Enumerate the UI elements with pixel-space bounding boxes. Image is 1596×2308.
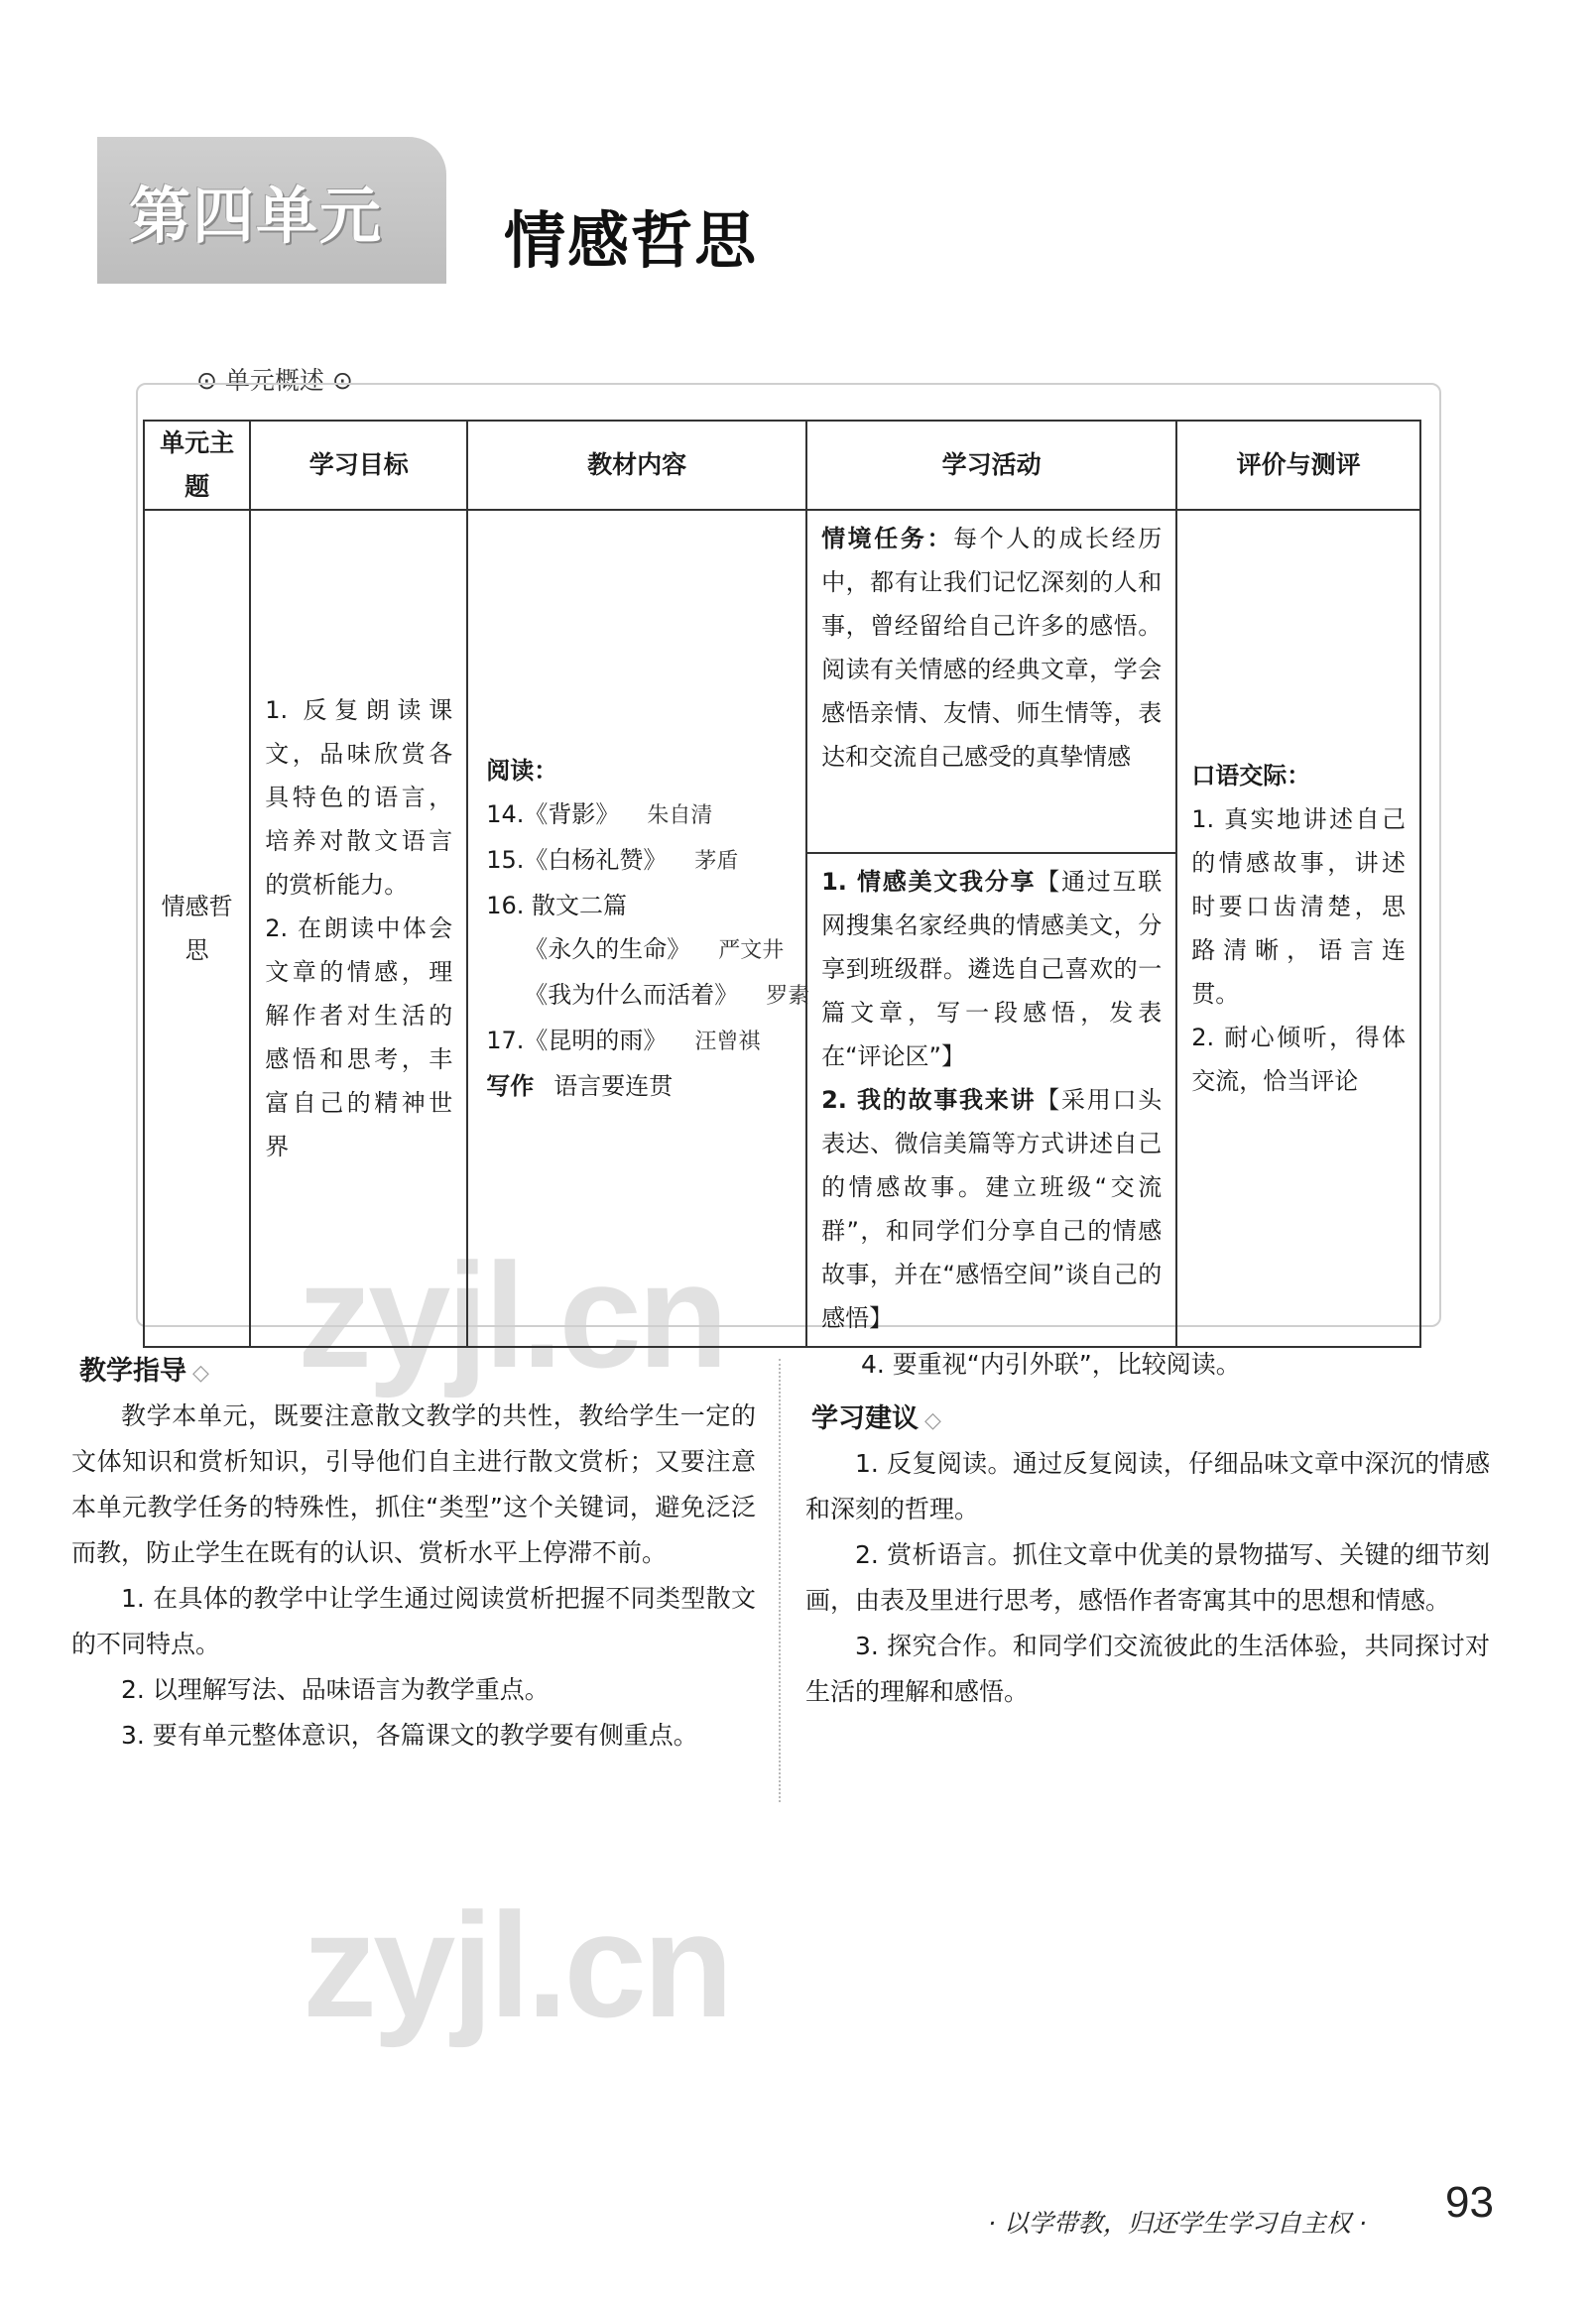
unit-label: 第四单元 xyxy=(129,180,384,252)
study-advice-3: 3. 探究合作。和同学们交流彼此的生活体验，共同探讨对生活的理解和感悟。 xyxy=(805,1632,1490,1706)
header-content: 教材内容 xyxy=(467,421,806,510)
teaching-guide-heading: 教学指导 ◇ xyxy=(79,1356,209,1387)
diamond-icon: ◇ xyxy=(192,1361,209,1386)
task-text: 每个人的成长经历中，都有让我们记忆深刻的人和事，曾经留给自己许多的感悟。阅读有关情感的经典文章，学会感悟亲情、友情、师生情等，表达和交流自己感受的真挚情感 xyxy=(821,525,1163,771)
teaching-point-3: 3. 要有单元整体意识，各篇课文的教学要有侧重点。 xyxy=(121,1721,698,1750)
activity-2-text: 【采用口头表达、微信美篇等方式讲述自己的情感故事。建立班级“交流群”，和同学们分享自己的情感故事，并在“感悟空间”谈自己的感悟】 xyxy=(821,1086,1163,1332)
unit-title: 情感哲思 xyxy=(504,204,759,277)
column-divider xyxy=(779,1359,781,1802)
goal-2: 2. 在朗读中体会文章的情感，理解作者对生活的感悟和思考，丰富自己的精神世界 xyxy=(265,914,453,1160)
page-number: 93 xyxy=(1445,2178,1494,2227)
writing: 写作 语言要连贯 xyxy=(486,1072,674,1100)
study-advice-heading: 学习建议 ◇ xyxy=(811,1403,941,1434)
header-activities: 学习活动 xyxy=(806,421,1176,510)
activity-task-cell xyxy=(806,510,1176,853)
watermark-top: zyjl.cn xyxy=(298,1232,725,1398)
study-advice-1: 1. 反复阅读。通过反复阅读，仔细品味文章中深沉的情感和深刻的哲理。 xyxy=(805,1449,1490,1523)
teaching-point-1: 1. 在具体的教学中让学生通过阅读赏析把握不同类型散文的不同特点。 xyxy=(71,1584,756,1658)
evaluation-label: 口语交际： xyxy=(1191,762,1311,790)
table-row xyxy=(144,510,1420,853)
task-label: 情境任务： xyxy=(821,525,954,552)
lesson-16a: 《永久的生命》 严文井 xyxy=(524,935,785,963)
evaluation-item-1: 1. 真实地讲述自己的情感故事，讲述时要口齿清楚，思路清晰，语言连贯。 xyxy=(1191,805,1406,1008)
lesson-17: 17.《昆明的雨》 汪曾祺 xyxy=(486,1027,761,1054)
header-goals: 学习目标 xyxy=(250,421,467,510)
teaching-point-4: 4. 要重视“内引外联”，比较阅读。 xyxy=(861,1350,1241,1379)
lesson-14: 14.《背影》 朱自清 xyxy=(486,800,713,828)
goals-cell xyxy=(250,510,467,1347)
reading-label: 阅读： xyxy=(486,757,558,785)
teaching-point-2: 2. 以理解写法、品味语言为教学重点。 xyxy=(121,1675,550,1704)
footer-motto: · 以学带教，归还学生学习自主权 · xyxy=(988,2209,1367,2238)
overview-table xyxy=(143,420,1421,1348)
header-evaluation: 评价与测评 xyxy=(1176,421,1420,510)
teaching-point-4-block xyxy=(811,1342,1496,1388)
lesson-16: 16. 散文二篇 xyxy=(486,892,628,919)
activity-1-text: 【通过互联网搜集名家经典的情感美文，分享到班级群。遴选自己喜欢的一篇文章，写一段感悟，发表在“评论区”】 xyxy=(821,868,1163,1070)
activity-list-cell xyxy=(806,853,1176,1347)
overview-label: ⊙ 单元概述 ⊙ xyxy=(196,366,353,395)
theme-cell: 情感哲思 xyxy=(144,510,250,1347)
study-advice-body xyxy=(805,1441,1490,1715)
lesson-15: 15.《白杨礼赞》 茅盾 xyxy=(486,846,739,874)
goal-1: 1. 反复朗读课文，品味欣赏各具特色的语言，培养对散文语言的赏析能力。 xyxy=(265,696,453,899)
evaluation-item-2: 2. 耐心倾听，得体交流，恰当评论 xyxy=(1191,1024,1406,1095)
study-advice-2: 2. 赏析语言。抓住文章中优美的景物描写、关键的细节刻画，由表及里进行思考，感悟作者寄寓其中的思想和情感。 xyxy=(805,1540,1490,1615)
table-header-row xyxy=(144,421,1420,510)
header-theme: 单元主题 xyxy=(144,421,250,510)
teaching-intro: 教学本单元，既要注意散文教学的共性，教给学生一定的文体知识和赏析知识，引导他们自主进行散文赏析；又要注意本单元教学任务的特殊性，抓住“类型”这个关键词，避免泛泛而教，防止学生在既有的认识、赏析水平上停滞不前。 xyxy=(71,1401,756,1567)
activity-2-label: 2. 我的故事我来讲 xyxy=(821,1086,1037,1114)
teaching-guide-body xyxy=(71,1394,756,1759)
watermark-bottom: zyjl.cn xyxy=(303,1882,730,2048)
content-cell xyxy=(467,510,810,1347)
activity-1-label: 1. 情感美文我分享 xyxy=(821,868,1037,896)
diamond-icon: ◇ xyxy=(924,1408,941,1433)
lesson-16b: 《我为什么而活着》 罗素 xyxy=(524,981,810,1009)
evaluation-cell xyxy=(1176,510,1420,1347)
